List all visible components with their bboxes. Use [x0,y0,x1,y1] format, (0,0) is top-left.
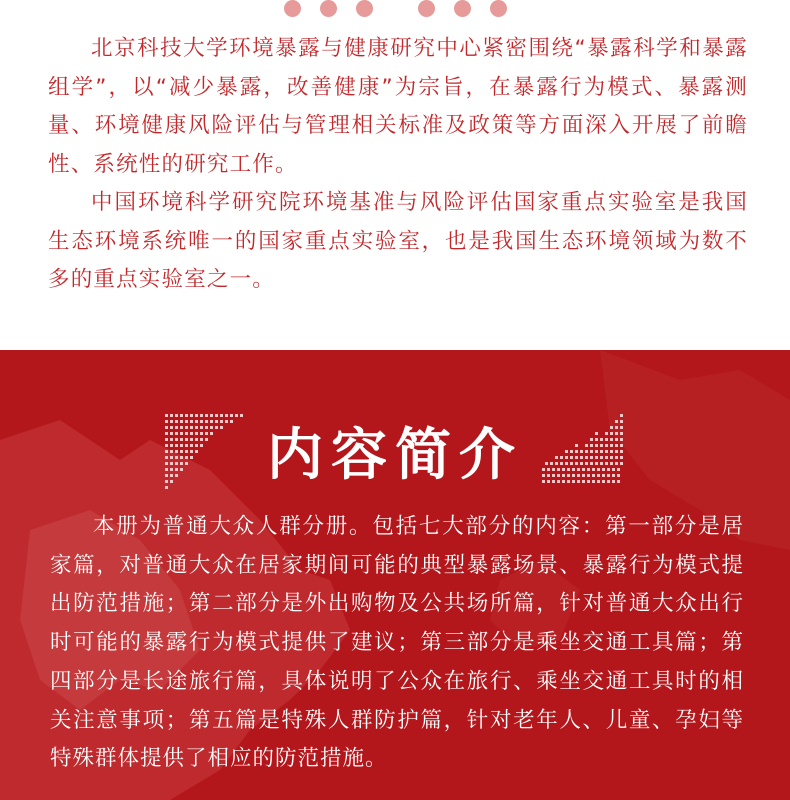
section-body [50,508,744,779]
intro-paragraph: 北京科技大学环境暴露与健康研究中心紧密围绕“暴露科学和暴露组学”，以“减少暴露，改善健康”为宗旨，在暴露行为模式、暴露测量、环境健康风险评估与管理相关标准及政策等方面深入开展了前瞻性、系统性的研究工作。 [48,36,748,177]
section-paragraph: 本册为普通大众人群分册。包括七大部分的内容：第一部分是居家篇，对普通大众在居家期间可能的典型暴露场景、暴露行为模式提出防范措施；第二部分是外出购物及公共场所篇，针对普通大众出行时可能的暴露行为模式提供了建议；第三部分是乘坐交通工具篇；第四部分是长途旅行篇，具体说明了公众在旅行、乘坐交通工具时的相关注意事项；第五篇是特殊人群防护篇，针对老年人、儿童、孕妇等特殊群体提供了相应的防范措施。 [50,514,744,772]
intro-section [0,0,790,350]
dot-icon [490,0,507,17]
decorative-dots [0,0,790,22]
section-title: 内容简介 [267,422,523,488]
content-summary-section [0,350,790,800]
dot-icon [454,0,471,17]
dot-icon [418,0,435,17]
dot-icon [284,0,301,17]
dot-icon [320,0,337,17]
section-header [0,412,790,512]
pixel-arrow-right-icon [540,412,626,492]
intro-text [48,30,748,300]
dot-icon [356,0,373,17]
intro-paragraph: 中国环境科学研究院环境基准与风险评估国家重点实验室是我国生态环境系统唯一的国家重点实验室，也是我国生态环境领域为数不多的重点实验室之一。 [48,190,748,292]
